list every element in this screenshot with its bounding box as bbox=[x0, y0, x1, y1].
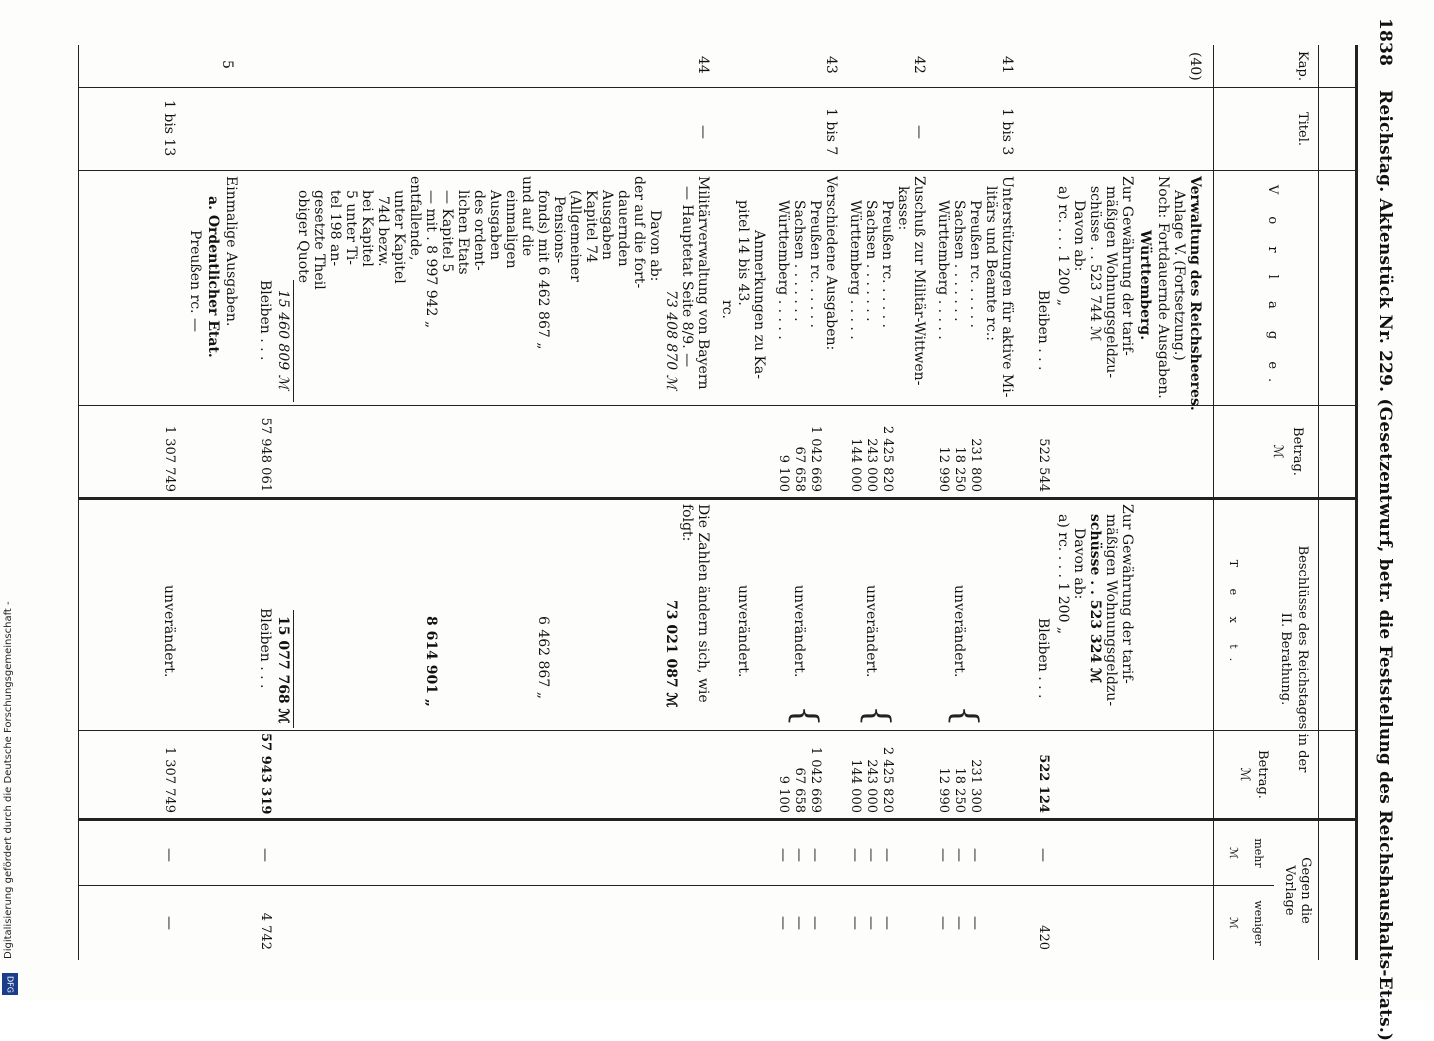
row-43-beschluss: unverändert. bbox=[791, 585, 807, 678]
anmerkungen-beschluss: unverändert. bbox=[735, 585, 751, 678]
row-44-sum-rule bbox=[293, 280, 294, 402]
row-40-line-2: mäßigen Wohnungsgeldzu- bbox=[1103, 186, 1119, 379]
row-41-kap: 41 bbox=[999, 56, 1015, 74]
row-42-brace: { bbox=[857, 705, 897, 727]
row-42-amount2-1: 2 425 820 bbox=[880, 746, 895, 813]
row-42-amount-2: 243 000 bbox=[864, 438, 879, 492]
row-44-desc-11: fonds) mit 6 462 867 „ bbox=[535, 190, 551, 350]
row-43-desc-3: Sachsen . . . . . . . bbox=[791, 200, 807, 322]
row-42-dash-4: — bbox=[879, 916, 895, 930]
row-41-desc-1: Unterstützungen für aktive Mi- bbox=[999, 176, 1015, 398]
digitization-credit bbox=[0, 580, 22, 1000]
row-41-dash-3: — bbox=[935, 848, 951, 862]
row-44-desc-14: Ausgaben bbox=[487, 190, 503, 260]
row-40-section-heading: Verwaltung des Reichsheeres. bbox=[1187, 176, 1203, 411]
col-header-weniger-unit: ℳ bbox=[1227, 917, 1240, 929]
col-divider-betrag2 bbox=[79, 730, 1356, 731]
row-40-mehr: — bbox=[1035, 848, 1051, 862]
row-43-dash-1: — bbox=[807, 848, 823, 862]
row-43-amount-2: 67 658 bbox=[792, 446, 807, 492]
header-rule bbox=[1318, 45, 1319, 960]
col-header-titel: Titel. bbox=[1295, 111, 1310, 147]
row-43-brace: { bbox=[785, 705, 825, 727]
row-41-dash-6: — bbox=[935, 916, 951, 930]
row-41-amount-2: 18 250 bbox=[952, 446, 967, 492]
row-41-amount-1: 231 800 bbox=[968, 438, 983, 492]
row-40-kap: (40) bbox=[1187, 52, 1203, 81]
row-44-desc-15: des ordent- bbox=[471, 190, 487, 271]
bottom-rule bbox=[78, 45, 79, 960]
row-42-desc-2: kasse: bbox=[895, 186, 911, 231]
row-5-mehr: — bbox=[161, 848, 177, 862]
row-44-desc-28: Bleiben . . . bbox=[257, 280, 273, 361]
col-header-beschluesse-1: Beschlüsse des Reichstages in der bbox=[1295, 545, 1310, 773]
row-44-desc-26: obiger Quote bbox=[295, 190, 311, 284]
row-43-dash-5: — bbox=[791, 916, 807, 930]
row-44-desc-5: der auf die fort- bbox=[631, 176, 647, 289]
row-40-beschluss-5: a) rc. . . . 1 200 „ bbox=[1055, 514, 1071, 635]
row-5-kap: 5 bbox=[219, 60, 235, 69]
row-44-titel: — bbox=[695, 125, 711, 139]
row-41-dash-2: — bbox=[951, 848, 967, 862]
col-header-text: T e x t. bbox=[1227, 559, 1240, 671]
row-42-dash-3: — bbox=[847, 848, 863, 862]
row-40-beschluss-3: schüsse . . 523 324 ℳ bbox=[1087, 514, 1103, 683]
row-43-dash-2: — bbox=[791, 848, 807, 862]
anmerkungen-line-2: pitel 14 bis 43. bbox=[735, 200, 751, 306]
row-44-desc-12: und auf die bbox=[519, 176, 535, 257]
row-40-line-3: schüsse . . 523 744 ℳ bbox=[1087, 186, 1103, 342]
row-42-desc-1: Zuschuß zur Militär-Wittwen- bbox=[911, 176, 927, 386]
row-5-betrag: 1 307 749 bbox=[162, 425, 177, 492]
col-header-gegen-2: Vorlage bbox=[1282, 865, 1297, 916]
row-44-desc-1: Militärverwaltung von Bayern bbox=[695, 176, 711, 390]
row-44-beschluss-4: 6 462 867 „ bbox=[535, 616, 551, 699]
row-43-amount2-3: 9 100 bbox=[776, 775, 791, 813]
col-divider-gegen bbox=[79, 818, 1356, 821]
row-44-desc-27: 15 460 809 ℳ bbox=[275, 290, 291, 390]
col-header-betrag2-unit: ℳ bbox=[1237, 767, 1252, 782]
row-44-betrag2: 57 943 319 bbox=[258, 733, 273, 815]
row-41-dash-4: — bbox=[967, 916, 983, 930]
row-43-amount-1: 1 042 669 bbox=[808, 425, 823, 492]
row-44-beschluss-sum-rule bbox=[293, 610, 294, 728]
header-rule-bottom bbox=[1213, 45, 1214, 960]
row-40-line-1: Zur Gewährung der tarif- bbox=[1119, 176, 1135, 356]
row-44-desc-25: gesetzte Theil bbox=[311, 190, 327, 290]
row-42-titel: — bbox=[911, 125, 927, 139]
col-header-kap: Kap. bbox=[1295, 51, 1310, 81]
row-44-desc-19: entfallende, bbox=[407, 176, 423, 261]
col-header-mehr-unit: ℳ bbox=[1227, 847, 1240, 859]
row-43-desc-1: Verschiedene Ausgaben: bbox=[823, 176, 839, 351]
row-42-desc-5: Württemberg . . . . . bbox=[847, 200, 863, 340]
row-44-desc-16: lichen Etats bbox=[455, 190, 471, 275]
row-44-beschluss-5: 8 614 901 „ bbox=[423, 616, 439, 707]
row-43-kap: 43 bbox=[823, 56, 839, 74]
row-40-betrag2: 522 124 bbox=[1036, 754, 1051, 813]
row-5-titel: 1 bis 13 bbox=[161, 100, 177, 157]
row-42-amount2-3: 144 000 bbox=[848, 759, 863, 813]
col-divider-betrag bbox=[79, 405, 1356, 406]
row-43-dash-3: — bbox=[775, 848, 791, 862]
row-44-desc-4: Davon ab: bbox=[647, 210, 663, 282]
row-5-beschluss: unverändert. bbox=[161, 585, 177, 678]
row-40-beschluss-6: Bleiben . . . bbox=[1035, 618, 1051, 699]
row-42-amount2-2: 243 000 bbox=[864, 759, 879, 813]
row-42-amount-1: 2 425 820 bbox=[880, 425, 895, 492]
row-5-desc-2: a. Ordentlicher Etat. bbox=[205, 196, 221, 358]
row-44-desc-20: unter Kapitel bbox=[391, 190, 407, 284]
row-44-desc-22: bei Kapitel bbox=[359, 190, 375, 267]
anmerkungen-line-1: Anmerkungen zu Ka- bbox=[751, 230, 767, 379]
row-43-titel: 1 bis 7 bbox=[823, 108, 839, 156]
row-44-desc-23: 5 unter Ti- bbox=[343, 190, 359, 265]
row-5-desc-1: Einmalige Ausgaben. bbox=[223, 176, 239, 327]
row-41-dash-1: — bbox=[967, 848, 983, 862]
row-44-beschluss-1: Die Zahlen ändern sich, wie bbox=[695, 504, 711, 703]
col-divider-mehr bbox=[79, 885, 1274, 886]
row-44-desc-6: dauernden bbox=[615, 190, 631, 267]
row-43-desc-2: Preußen rc. . . . . . bbox=[807, 200, 823, 329]
row-43-dash-4: — bbox=[807, 916, 823, 930]
row-44-beschluss-7: Bleiben . . . bbox=[257, 608, 273, 689]
row-41-amount-3: 12 990 bbox=[936, 446, 951, 492]
col-divider-titel bbox=[79, 170, 1356, 171]
row-42-desc-3: Preußen rc. . . . . . bbox=[879, 200, 895, 329]
row-41-amount2-2: 18 250 bbox=[952, 767, 967, 813]
row-40-noch: Noch: Fortdauernde Ausgaben. bbox=[1155, 176, 1171, 399]
row-5-desc-3: Preußen rc. — bbox=[187, 230, 203, 332]
row-43-dash-6: — bbox=[775, 916, 791, 930]
row-40-beschluss-1: Zur Gewährung der tarif- bbox=[1119, 504, 1135, 684]
row-44-desc-9: (Allgemeiner bbox=[567, 190, 583, 282]
col-divider-kap bbox=[79, 87, 1356, 88]
row-40-bleiben: Bleiben . . . bbox=[1035, 290, 1051, 371]
row-5-betrag2: 1 307 749 bbox=[162, 746, 177, 813]
row-41-titel: 1 bis 3 bbox=[999, 108, 1015, 156]
row-41-dash-5: — bbox=[951, 916, 967, 930]
row-44-desc-7: Ausgaben bbox=[599, 190, 615, 260]
row-43-desc-4: Württemberg . . . . . bbox=[775, 200, 791, 340]
row-44-desc-10: Pensions- bbox=[551, 196, 567, 264]
row-40-state: Württemberg. bbox=[1137, 230, 1153, 341]
col-header-weniger: weniger bbox=[1252, 900, 1265, 946]
col-header-gegen-1: Gegen die bbox=[1298, 857, 1313, 924]
row-41-amount2-1: 231 300 bbox=[968, 759, 983, 813]
row-40-weniger: 420 bbox=[1036, 925, 1051, 950]
row-41-brace: { bbox=[945, 705, 985, 727]
row-40-beschluss-2: mäßigen Wohnungsgeldzu- bbox=[1103, 514, 1119, 707]
row-42-amount-3: 144 000 bbox=[848, 438, 863, 492]
row-42-desc-4: Sachsen . . . . . . . bbox=[863, 200, 879, 322]
row-42-kap: 42 bbox=[911, 56, 927, 74]
row-40-anlage: Anlage V. (Fortsetzung.) bbox=[1171, 190, 1187, 361]
row-44-desc-17: — Kapitel 5 bbox=[439, 190, 455, 273]
row-42-dash-5: — bbox=[863, 916, 879, 930]
row-40-line-4: Davon ab: bbox=[1071, 200, 1087, 272]
anmerkungen-line-3: rc. bbox=[719, 300, 735, 319]
row-41-desc-5: Württemberg . . . . . bbox=[935, 200, 951, 340]
row-43-amount-3: 9 100 bbox=[776, 454, 791, 492]
col-header-vorlage: V o r l a g e. bbox=[1265, 184, 1280, 392]
row-42-beschluss: unverändert. bbox=[863, 585, 879, 678]
row-44-mehr: — bbox=[257, 848, 273, 862]
row-41-desc-2: litärs und Beamte rc.: bbox=[983, 186, 999, 341]
col-divider-main bbox=[79, 497, 1356, 500]
dfg-logo: DFG bbox=[2, 973, 18, 995]
row-40-betrag: 522 544 bbox=[1036, 438, 1051, 492]
col-header-betrag: Betrag. bbox=[1290, 427, 1305, 476]
row-42-dash-1: — bbox=[879, 848, 895, 862]
row-41-amount2-3: 12 990 bbox=[936, 767, 951, 813]
top-rule-thick bbox=[1355, 45, 1358, 960]
col-header-beschluesse-2: II. Berathung. bbox=[1278, 612, 1293, 706]
row-41-desc-4: Sachsen . . . . . . . bbox=[951, 200, 967, 322]
page-title: Reichstag. Aktenstück Nr. 229. (Gesetzentwurf, betr. die Feststellung des Reichshaushalts-Etats.) bbox=[1375, 90, 1395, 1041]
row-44-beschluss-3: 73 021 087 ℳ bbox=[663, 600, 679, 708]
row-44-beschluss-6: 15 077 768 ℳ bbox=[275, 616, 291, 724]
row-44-desc-21: 74d bezw. bbox=[375, 196, 391, 267]
row-44-desc-3: 73 408 870 ℳ bbox=[663, 290, 679, 390]
col-header-mehr: mehr bbox=[1252, 838, 1265, 868]
col-header-betrag2: Betrag. bbox=[1255, 750, 1270, 799]
row-42-dash-2: — bbox=[863, 848, 879, 862]
row-44-desc-18: — mit . 8 997 942 „ bbox=[423, 190, 439, 329]
row-44-desc-24: tel 198 an- bbox=[327, 190, 343, 267]
row-44-desc-8: Kapitel 74 bbox=[583, 190, 599, 263]
col-header-betrag-unit: ℳ bbox=[1270, 444, 1285, 459]
row-43-amount2-2: 67 658 bbox=[792, 767, 807, 813]
row-40-line-5: a) rc. . . . 1 200 „ bbox=[1055, 186, 1071, 307]
row-44-beschluss-2: folgt: bbox=[679, 504, 695, 542]
row-44-kap: 44 bbox=[695, 56, 711, 74]
page-number: 1838 bbox=[1375, 18, 1395, 67]
row-5-weniger: — bbox=[161, 916, 177, 930]
row-40-beschluss-4: Davon ab: bbox=[1071, 528, 1087, 600]
row-44-desc-13: einmaligen bbox=[503, 190, 519, 269]
row-41-desc-3: Preußen rc. . . . . . bbox=[967, 200, 983, 329]
row-41-beschluss: unverändert. bbox=[951, 585, 967, 678]
row-42-dash-6: — bbox=[847, 916, 863, 930]
row-44-betrag: 57 948 061 bbox=[258, 417, 273, 492]
row-44-desc-2: — Hauptetat Seite 8/9. — bbox=[679, 186, 695, 368]
row-44-weniger: 4 742 bbox=[258, 912, 273, 950]
row-43-amount2-1: 1 042 669 bbox=[808, 746, 823, 813]
credit-text: Digitalisierung gefördert durch die Deutsche Forschungsgemeinschaft - bbox=[3, 601, 14, 959]
